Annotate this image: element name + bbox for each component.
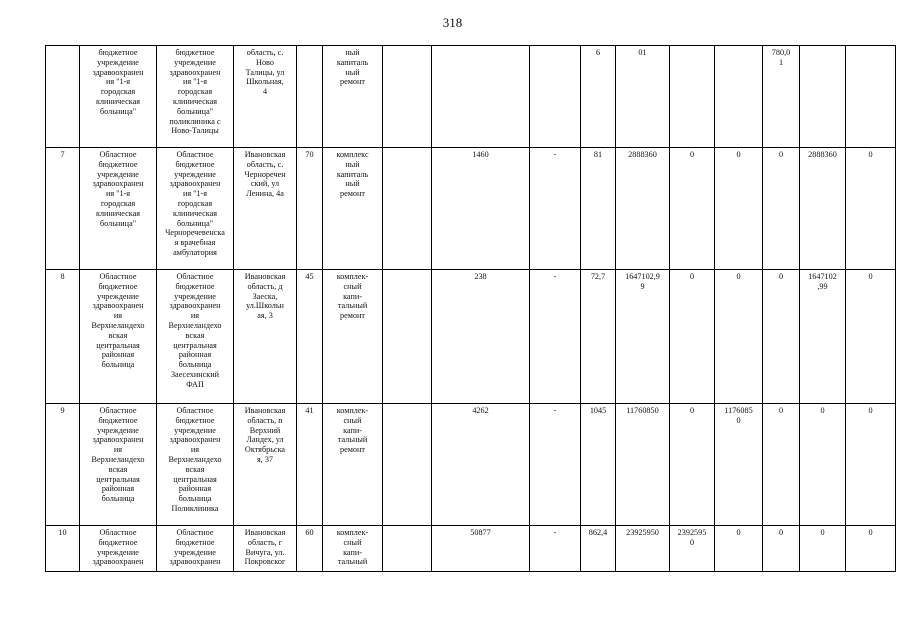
- table-cell: 0: [715, 148, 763, 270]
- table-row: [46, 148, 896, 270]
- table-cell: Областное бюджетное учреждение здравоохранен ия "1-я городская клиническая больница": [80, 148, 157, 270]
- table-cell: 0: [763, 526, 800, 572]
- table-cell: [383, 404, 432, 526]
- table-cell: 50877: [432, 526, 530, 572]
- table-row: [46, 46, 896, 148]
- table-cell: Ивановская область, с. Черноречен ский, ул Ленина, 4а: [234, 148, 297, 270]
- table-cell: -: [530, 148, 581, 270]
- table-cell: 01: [616, 46, 670, 148]
- table-cell: 60: [297, 526, 323, 572]
- document-table: [45, 45, 896, 572]
- table-cell: 9: [46, 404, 80, 526]
- table-cell: 238: [432, 270, 530, 404]
- page-number: 318: [442, 15, 463, 30]
- table-cell: [297, 46, 323, 148]
- table-cell: Областное бюджетное учреждение здравоохранен ия "1-я городская клиническая больница" Черноречевенска я врачебная амбулатория: [157, 148, 234, 270]
- table-cell: 0: [715, 270, 763, 404]
- table-cell: 0: [800, 404, 846, 526]
- table-cell: бюджетное учреждение здравоохранен ия "1-я городская клиническая больница": [80, 46, 157, 148]
- table-cell: Областное бюджетное учреждение здравоохранен ия Верхнеландехо вская центральная районная больница: [80, 270, 157, 404]
- table-cell: 72,7: [581, 270, 616, 404]
- table-cell: Ивановская область, д Заеска, ул.Школьн ая, 3: [234, 270, 297, 404]
- table-cell: 11760850: [616, 404, 670, 526]
- table-row: [46, 270, 896, 404]
- table-cell: Областное бюджетное учреждение здравоохранен ия Верхнеландехо вская центральная районная больница Поликлиника: [157, 404, 234, 526]
- table-cell: 2888360: [800, 148, 846, 270]
- table-cell: 0: [846, 148, 896, 270]
- table-cell: 1647102,9 9: [616, 270, 670, 404]
- table-cell: комплек- сный капи- тальный: [323, 526, 383, 572]
- table-cell: [846, 46, 896, 148]
- table-cell: 0: [846, 526, 896, 572]
- table-cell: комплек- сный капи- тальный ремонт: [323, 270, 383, 404]
- table-cell: 0: [670, 148, 715, 270]
- table-cell: 41: [297, 404, 323, 526]
- table-cell: 45: [297, 270, 323, 404]
- table-cell: 81: [581, 148, 616, 270]
- table-cell: ный капиталь ный ремонт: [323, 46, 383, 148]
- table-cell: Областное бюджетное учреждение здравоохранен ия Верхнеландехо вская центральная районная больница Заесехинский ФАП: [157, 270, 234, 404]
- table-cell: [800, 46, 846, 148]
- table-cell: [715, 46, 763, 148]
- table-cell: 0: [715, 526, 763, 572]
- table-cell: 1176085 0: [715, 404, 763, 526]
- table-cell: 0: [670, 404, 715, 526]
- table-cell: Ивановская область, г Вичуга, ул. Покровског: [234, 526, 297, 572]
- table-cell: 1647102 ,99: [800, 270, 846, 404]
- table-cell: [670, 46, 715, 148]
- table-cell: комплек- сный капи- тальный ремонт: [323, 404, 383, 526]
- table-cell: -: [530, 404, 581, 526]
- table-cell: 7: [46, 148, 80, 270]
- table-cell: 0: [846, 404, 896, 526]
- table-cell: Областное бюджетное учреждение здравоохранен: [80, 526, 157, 572]
- table-cell: 6: [581, 46, 616, 148]
- table-cell: 8: [46, 270, 80, 404]
- table-cell: [383, 526, 432, 572]
- table-cell: комплекс ный капиталь ный ремонт: [323, 148, 383, 270]
- table-cell: 1045: [581, 404, 616, 526]
- table-cell: 2392595 0: [670, 526, 715, 572]
- table-cell: 1460: [432, 148, 530, 270]
- table-cell: -: [530, 526, 581, 572]
- table-cell: 2888360: [616, 148, 670, 270]
- table-cell: 862,4: [581, 526, 616, 572]
- table-cell: 0: [763, 270, 800, 404]
- table-cell: [383, 148, 432, 270]
- table-cell: область, с. Ново Талицы, ул Школьная, 4: [234, 46, 297, 148]
- table-cell: [432, 46, 530, 148]
- table-cell: -: [530, 270, 581, 404]
- table-body: [46, 46, 896, 572]
- table-cell: Областное бюджетное учреждение здравоохранен ия Верхнеландехо вская центральная районная больница: [80, 404, 157, 526]
- table-cell: Областное бюджетное учреждение здравоохранен: [157, 526, 234, 572]
- table-cell: 10: [46, 526, 80, 572]
- table-cell: 23925950: [616, 526, 670, 572]
- table-cell: 0: [846, 270, 896, 404]
- table-cell: 70: [297, 148, 323, 270]
- table-row: [46, 526, 896, 572]
- table-cell: [383, 270, 432, 404]
- table-cell: [46, 46, 80, 148]
- table-cell: 0: [800, 526, 846, 572]
- table-cell: 0: [763, 404, 800, 526]
- table-cell: 4262: [432, 404, 530, 526]
- table-cell: [383, 46, 432, 148]
- table-cell: 0: [763, 148, 800, 270]
- table-cell: 780,0 1: [763, 46, 800, 148]
- table-row: [46, 404, 896, 526]
- table-cell: [530, 46, 581, 148]
- table-cell: 0: [670, 270, 715, 404]
- table-cell: бюджетное учреждение здравоохранен ия "1-я городская клиническая больница" поликлиника с Ново-Талицы: [157, 46, 234, 148]
- table-cell: Ивановская область, п Верхний Ландех, ул Октябрьска я, 37: [234, 404, 297, 526]
